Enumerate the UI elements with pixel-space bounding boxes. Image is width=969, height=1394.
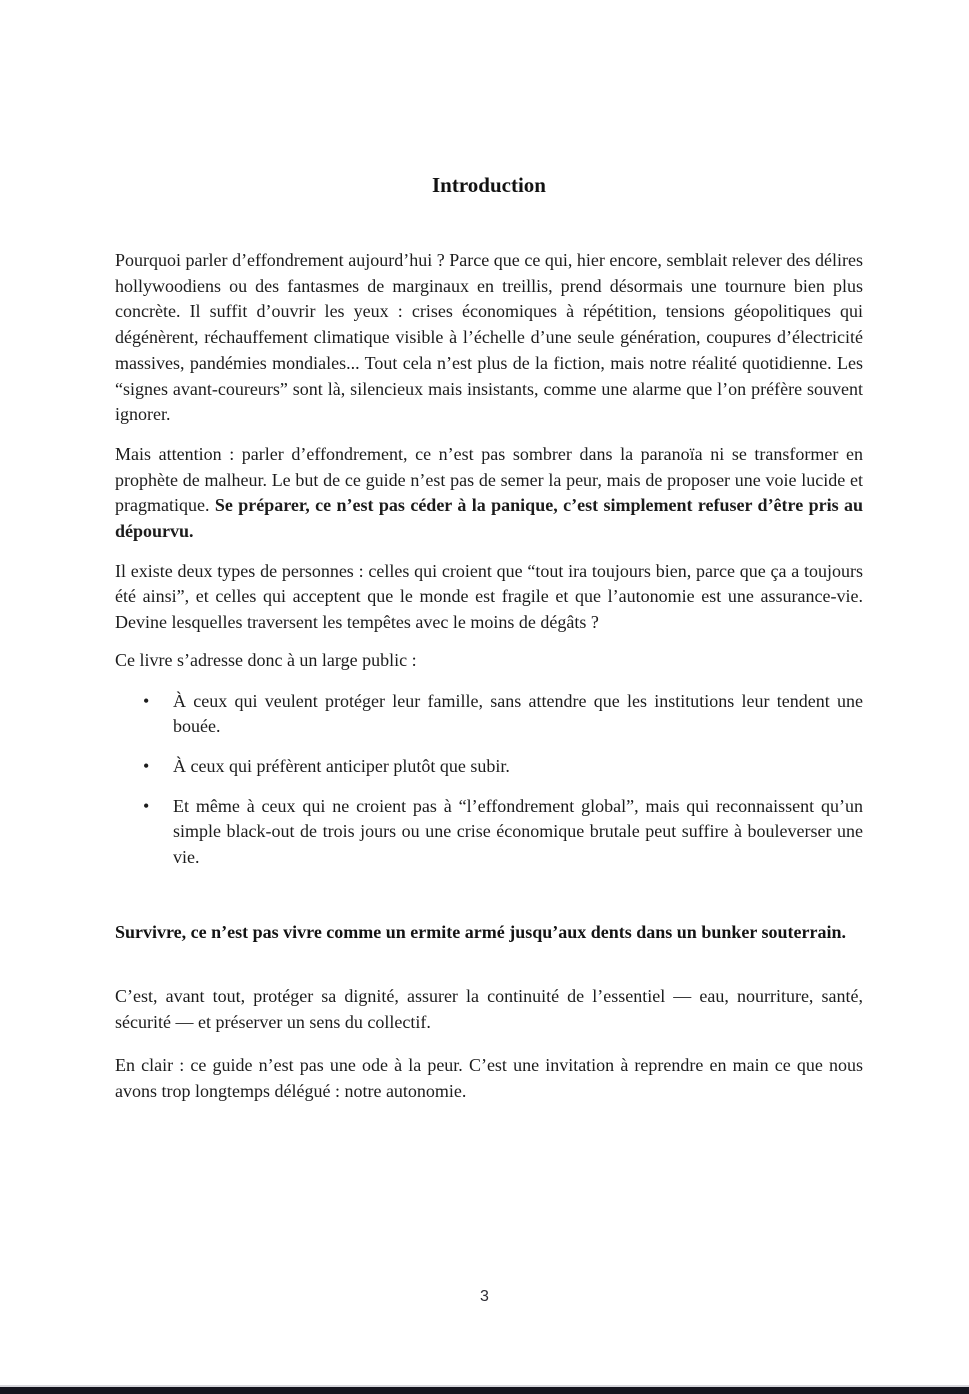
paragraph-dignity: C’est, avant tout, protéger sa dignité, assurer la continuité de l’essentiel — eau, nourriture, santé, sécurité — et préserver un sens du collectif.: [115, 986, 863, 1033]
paragraph-caution-text: Mais attention : parler d’effondrement, ce n’est pas sombrer dans la paranoïa ni se transformer en prophète de malheur. Le but de ce guide n’est pas de semer la peur, mais de proposer une voie lucide et pragmatique.: [115, 443, 863, 516]
paragraph-caution-bold-text: Se préparer, ce n’est pas céder à la panique, c’est simplement refuser d’être pris au dépourvu.: [115, 495, 864, 542]
paragraph-caution: [115, 442, 863, 545]
page-number: 3: [480, 1288, 489, 1305]
paragraph-why-collapse: Pourquoi parler d’effondrement aujourd’hui ? Parce que ce qui, hier encore, semblait relever des délires hollywoodiens ou des fantasmes de marginaux en treillis, prend désormais une tournure bien plus concrète. Il suffit d’ouvrir les yeux : crises économiques à répétition, tensions géopolitiques qui dégénèrent, réchauffement climatique visible à l’échelle d’une seule génération, coupures d’électricité massives, pandémies mondiales... Tout cela n’est plus de la fiction, mais notre réalité quotidienne. Les “signes avant-coureurs” sont là, silencieux mais insistants, comme une alarme que l’on préfère souvent ignorer.: [115, 250, 863, 425]
paragraph-conclusion: En clair : ce guide n’est pas une ode à la peur. C’est une invitation à reprendre en main ce que nous avons trop longtemps délégué : notre autonomie.: [115, 1054, 863, 1101]
list-item-anticipate: • À ceux qui préfèrent anticiper plutôt que subir.: [173, 754, 863, 780]
list-item-protect-family: • À ceux qui veulent protéger leur famille, sans attendre que les institutions leur tendent une bouée.: [173, 689, 863, 740]
paragraph-two-types: Il existe deux types de personnes : celles qui croient que “tout ira toujours bien, parce que ça a toujours été ainsi”, et celles qui acceptent que le monde est fragile et que l’autonomie est une assurance-vie. Devine lesquelles traversent les tempêtes avec le moins de dégâts ?: [115, 560, 863, 633]
paragraph-survive-bold: Survivre, ce n’est pas vivre comme un ermite armé jusqu’aux dents dans un bunker souterrain.: [115, 921, 847, 942]
audience-bullet-list: [115, 689, 863, 871]
bottom-bar: [0, 1385, 969, 1394]
list-item-blackout: • Et même à ceux qui ne croient pas à “l’effondrement global”, mais qui reconnaissent qu’un simple black-out de trois jours ou une crise économique brutale peut suffire à bouleverser une vie.: [173, 794, 863, 871]
paragraph-audience-intro: Ce livre s’adresse donc à un large public :: [115, 649, 417, 670]
page-title: Introduction: [432, 173, 546, 197]
